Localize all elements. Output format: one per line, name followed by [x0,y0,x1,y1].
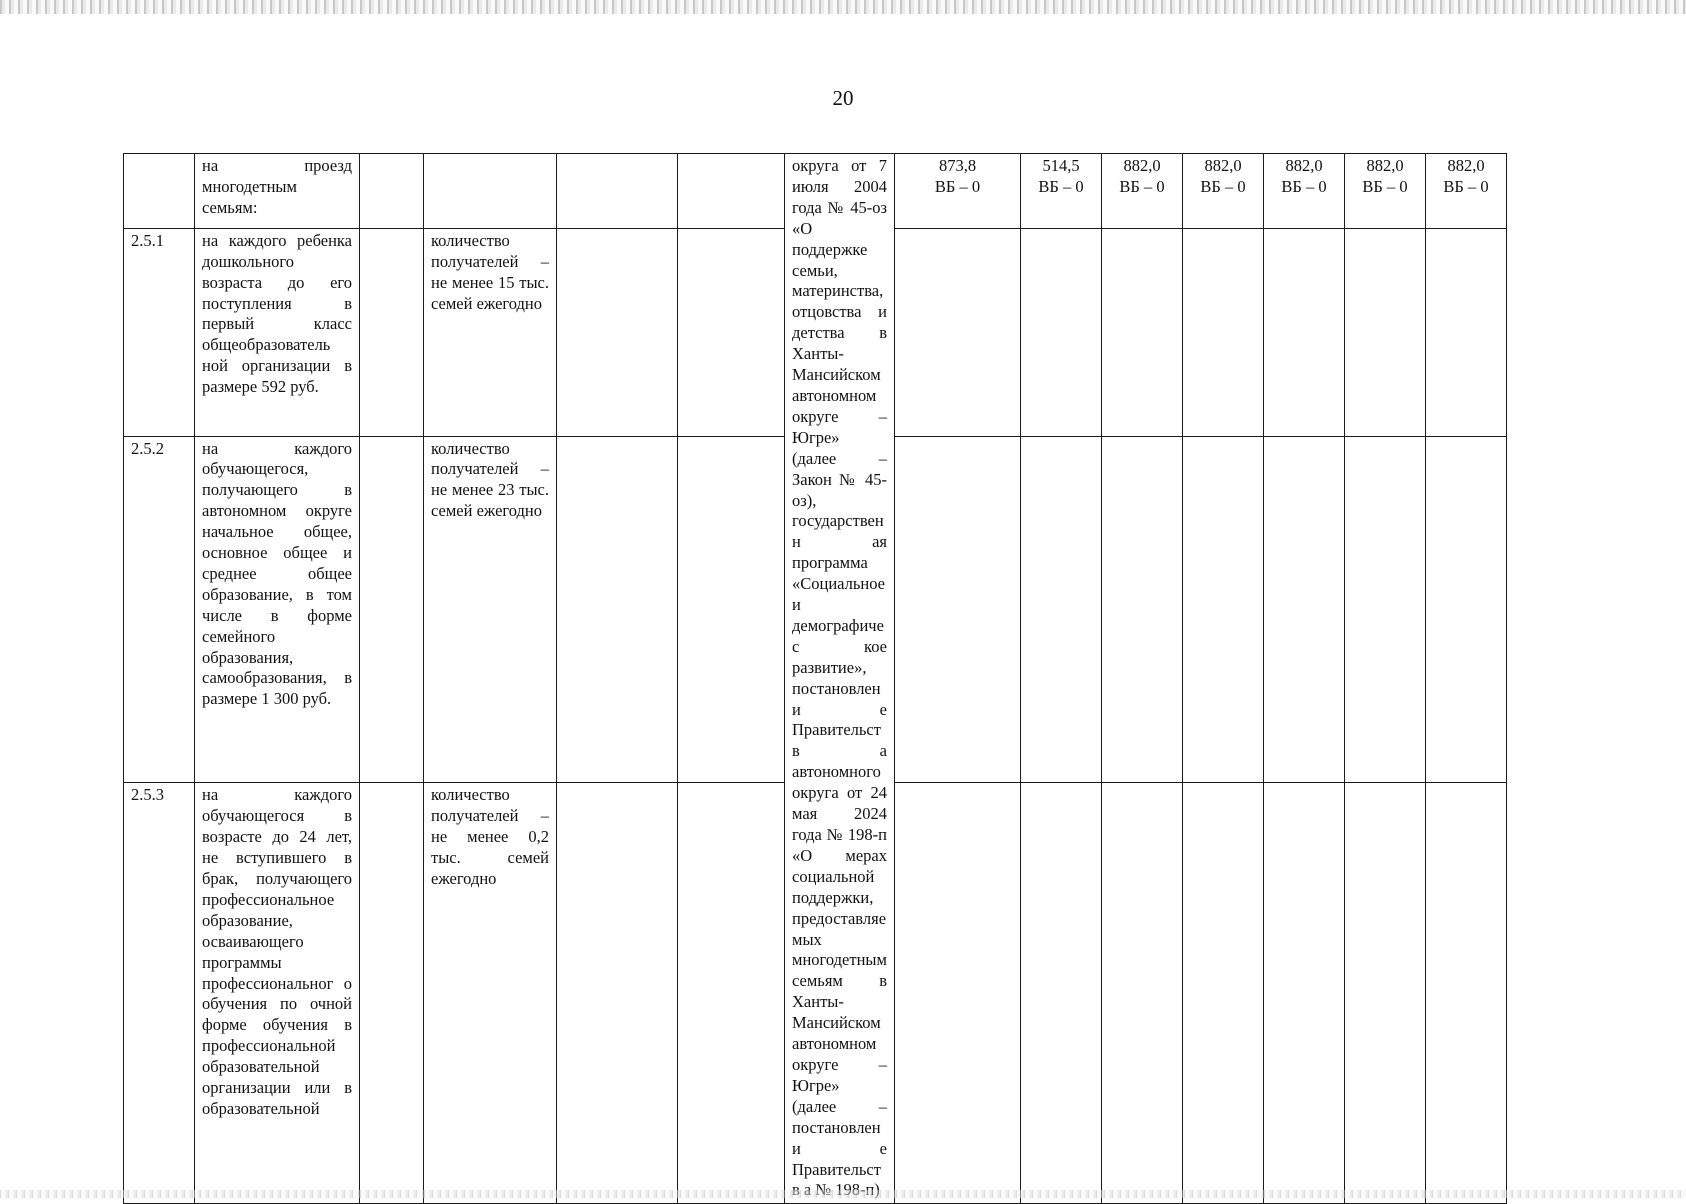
empty-cell [557,154,678,229]
indicator-cell: количество получателей – не менее 0,2 тыс. семей ежегодно [424,783,557,1204]
measure-name-cell: на каждого обучающегося, получающего в автономном округе начальное общее, основное общее и среднее общее образование, в том числе в форме семейного образования, самообразования, в размере 1 300 руб. [195,436,360,783]
empty-cell [1102,228,1183,436]
funding-cell: 882,0 ВБ – 0 [1102,154,1183,229]
indicator-cell: количество получателей – не менее 15 тыс. семей ежегодно [424,228,557,436]
funding-cell: 882,0 ВБ – 0 [1345,154,1426,229]
empty-cell [1345,228,1426,436]
empty-cell [678,228,785,436]
empty-cell [895,436,1021,783]
empty-cell [557,783,678,1204]
funding-cell: 882,0 ВБ – 0 [1264,154,1345,229]
row-number-cell [124,154,195,229]
funding-cell: 882,0 ВБ – 0 [1426,154,1507,229]
scan-edge-top [0,0,1686,14]
empty-cell [678,436,785,783]
table-row [124,154,1597,229]
row-number-cell: 2.5.3 [124,783,195,1204]
funding-cell: 873,8 ВБ – 0 [895,154,1021,229]
legal-basis-cell: округа от 7 июля 2004 года № 45-оз «О поддержке семьи, материнства, отцовства и детства в Ханты-Мансийском автономном округе – Югре» (далее – Закон № 45-оз), государственн ая программа «Социальное и демографичес кое развитие», постановлени е Правительств а автономного округа от 24 мая 2024 года № 198-п «О мерах социальной поддержки, предоставляе мых многодетным семьям в Ханты-Мансийском автономном округе – Югре» (далее – постановлени е Правительств а № 198-п) [785,154,895,1204]
empty-cell [557,228,678,436]
empty-cell [1183,436,1264,783]
empty-cell [360,228,424,436]
indicator-cell [424,154,557,229]
row-number-cell: 2.5.2 [124,436,195,783]
empty-cell [1102,436,1183,783]
empty-cell [1345,783,1426,1204]
row-number-cell: 2.5.1 [124,228,195,436]
indicator-cell: количество получателей – не менее 23 тыс. семей ежегодно [424,436,557,783]
empty-cell [678,783,785,1204]
empty-cell [1426,228,1507,436]
empty-cell [1264,783,1345,1204]
empty-cell [1426,436,1507,783]
measure-name-cell: на проезд многодетным семьям: [195,154,360,229]
page-number: 20 [832,86,854,110]
empty-cell [895,783,1021,1204]
empty-cell [557,436,678,783]
funding-cell: 514,5 ВБ – 0 [1021,154,1102,229]
empty-cell [1264,436,1345,783]
empty-cell [360,154,424,229]
empty-cell [1426,783,1507,1204]
measure-name-cell: на каждого ребенка дошкольного возраста до его поступления в первый класс общеобразователь ной организации в размере 592 руб. [195,228,360,436]
empty-cell [1264,228,1345,436]
empty-cell [1021,783,1102,1204]
empty-cell [1183,783,1264,1204]
empty-cell [678,154,785,229]
empty-cell [1021,228,1102,436]
empty-cell [1102,783,1183,1204]
scan-edge-bottom [0,1190,1686,1198]
funding-cell: 882,0 ВБ – 0 [1183,154,1264,229]
program-table [123,153,1597,1204]
measure-name-cell: на каждого обучающегося в возрасте до 24 лет, не вступившего в брак, получающего профессиональное образование, осваивающего программы профессиональног о обучения по очной форме обучения в профессиональной образовательной организации или в образовательной [195,783,360,1204]
empty-cell [1021,436,1102,783]
empty-cell [360,436,424,783]
empty-cell [1345,436,1426,783]
empty-cell [895,228,1021,436]
empty-cell [360,783,424,1204]
empty-cell [1183,228,1264,436]
